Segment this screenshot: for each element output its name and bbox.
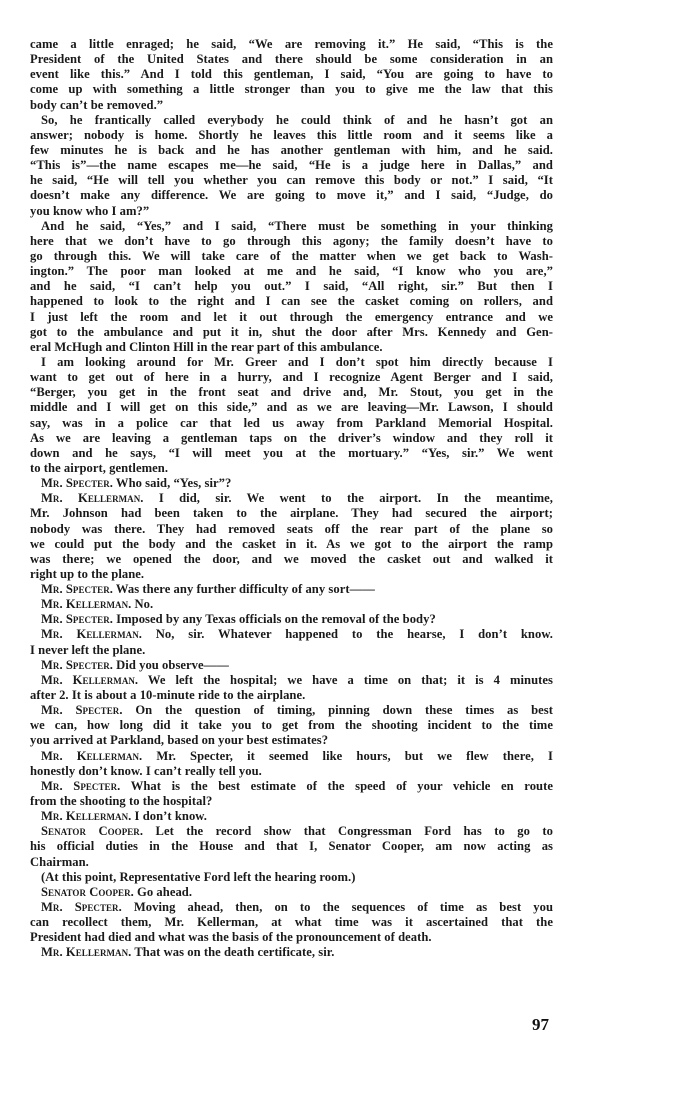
line-text: I never left the plane.: [30, 642, 146, 657]
text-line: [30, 173, 553, 188]
text-line: [30, 294, 553, 309]
text-line: [30, 310, 553, 325]
line-text: That was on the death certificate, sir.: [131, 945, 335, 960]
speaker-name: Mr. Specter.: [41, 582, 113, 597]
text-line: [30, 37, 553, 52]
line-text: from the shooting to the hospital?: [30, 794, 213, 809]
text-line: [30, 885, 553, 900]
text-line: [30, 855, 553, 870]
paragraph: [30, 37, 553, 113]
line-text: I just left the room and let it out through the emergency entrance and we: [30, 309, 553, 324]
text-line: [30, 945, 553, 960]
text-line: [30, 658, 553, 673]
speaker-name: Mr. Specter.: [41, 778, 121, 793]
line-text: right up to the plane.: [30, 566, 145, 581]
transcript-body: [30, 37, 553, 961]
testimony-paragraph: [30, 627, 553, 657]
text-line: [30, 567, 553, 582]
line-text: come up with something a little stronger than you to give me the law that this: [30, 82, 553, 97]
text-line: [30, 325, 553, 340]
text-line: [30, 582, 553, 597]
testimony-paragraph: [30, 673, 553, 703]
testimony-paragraph: [30, 582, 553, 597]
line-text: And he said, “Yes,” and I said, “There must be something in your thinking: [41, 218, 553, 233]
text-line: [30, 370, 553, 385]
line-text: and he said, “I can’t help you out.” I said, “All right, sir.” But then I: [30, 279, 553, 294]
text-line: [30, 522, 553, 537]
speaker-name: Mr. Kellerman.: [41, 809, 132, 824]
line-text: So, he frantically called everybody he could think of and he hasn’t got an: [41, 112, 553, 127]
text-line: [30, 264, 553, 279]
line-text: No, sir. Whatever happened to the hearse, I don’t know.: [141, 627, 553, 642]
line-text: What is the best estimate of the speed of your vehicle en route: [120, 778, 553, 793]
text-line: [30, 355, 553, 370]
text-line: [30, 733, 553, 748]
speaker-name: Mr. Specter.: [41, 900, 122, 915]
speaker-name: Mr. Specter.: [41, 657, 113, 672]
line-text: “Berger, you get in the front seat and drive and, Mr. Stout, you get in the: [30, 385, 553, 400]
paragraph: [30, 870, 553, 885]
line-text: was there; we opened the door, and we moved the casket out and walked it: [30, 551, 553, 566]
line-text: President of the United States and there should be some consideration in an: [30, 52, 553, 67]
line-text: I don’t know.: [131, 809, 207, 824]
line-text: got to the ambulance and put it in, shut the door after Mrs. Kennedy and Gen-: [30, 324, 553, 339]
text-line: [30, 764, 553, 779]
line-text: came a little enraged; he said, “We are removing it.” He said, “This is the: [30, 37, 553, 51]
text-line: [30, 643, 553, 658]
line-text: doesn’t make any difference. We are going to move it,” and I said, “Judge, do: [30, 188, 553, 203]
text-line: [30, 188, 553, 203]
text-line: [30, 476, 553, 491]
speaker-name: Mr. Kellerman.: [41, 491, 144, 506]
speaker-name: Mr. Specter.: [41, 703, 123, 718]
text-line: [30, 219, 553, 234]
line-text: eral McHugh and Clinton Hill in the rear part of this ambulance.: [30, 339, 383, 354]
text-line: [30, 779, 553, 794]
line-text: Did you observe——: [112, 657, 229, 672]
line-text: Moving ahead, then, on to the sequences of time as best you: [121, 900, 553, 915]
speaker-name: Mr. Kellerman.: [41, 672, 139, 687]
speaker-name: Mr. Specter.: [41, 476, 113, 491]
testimony-paragraph: [30, 945, 553, 960]
line-text: here that we don’t have to go through this agony; the family doesn’t have to: [30, 233, 553, 248]
text-line: [30, 915, 553, 930]
text-line: [30, 52, 553, 67]
text-line: [30, 794, 553, 809]
line-text: event like this.” And I told this gentleman, I said, “You are going to have to: [30, 67, 553, 82]
line-text: body can’t be removed.”: [30, 97, 164, 112]
line-text: Mr. Johnson had been taken to the airplane. They had secured the airport;: [30, 506, 553, 521]
text-line: [30, 128, 553, 143]
line-text: we can, how long did it take you to get from the shooting incident to the time: [30, 718, 553, 733]
testimony-paragraph: [30, 491, 553, 582]
text-line: [30, 249, 553, 264]
line-text: As we are leaving a gentleman taps on the driver’s window and they roll it: [30, 430, 553, 445]
line-text: want to get out of here in a hurry, and I recognize Agent Berger and I said,: [30, 370, 553, 385]
text-line: [30, 703, 553, 718]
line-text: No.: [131, 597, 154, 612]
line-text: Go ahead.: [133, 884, 193, 899]
text-line: [30, 552, 553, 567]
speaker-name: Mr. Kellerman.: [41, 627, 142, 642]
text-line: [30, 749, 553, 764]
line-text: (At this point, Representative Ford left the hearing room.): [41, 869, 356, 884]
text-line: [30, 461, 553, 476]
line-text: Let the record show that Congressman Ford has to go to: [143, 824, 553, 839]
line-text: few minutes he is back and he has another gentleman with him, and he said.: [30, 142, 553, 157]
line-text: go through this. We will take care of the matter when we get back to Wash-: [30, 248, 553, 263]
text-line: [30, 597, 553, 612]
text-line: [30, 82, 553, 97]
paragraph: [30, 113, 553, 219]
line-text: I am looking around for Mr. Greer and I don’t spot him directly because I: [41, 354, 553, 369]
text-line: [30, 113, 553, 128]
speaker-name: Senator Cooper.: [41, 824, 144, 839]
text-line: [30, 839, 553, 854]
line-text: honestly don’t know. I can’t really tell you.: [30, 763, 262, 778]
line-text: Imposed by any Texas officials on the removal of the body?: [112, 612, 436, 627]
line-text: say, was in a police car that led us away from Parkland Memorial Hospital.: [30, 415, 553, 430]
text-line: [30, 400, 553, 415]
text-line: [30, 824, 553, 839]
line-text: you arrived at Parkland, based on your best estimates?: [30, 733, 329, 748]
line-text: can recollect them, Mr. Kellerman, at what time was it ascertained that the: [30, 915, 553, 930]
line-text: Who said, “Yes, sir”?: [112, 476, 232, 491]
line-text: I did, sir. We went to the airport. In the meantime,: [143, 491, 553, 506]
line-text: ington.” The poor man looked at me and he said, “I know who you are,”: [30, 264, 553, 279]
line-text: Was there any further difficulty of any sort——: [112, 582, 375, 597]
testimony-paragraph: [30, 809, 553, 824]
page-number: 97: [532, 1015, 549, 1034]
testimony-paragraph: [30, 900, 553, 945]
testimony-paragraph: [30, 885, 553, 900]
line-text: you know who I am?”: [30, 203, 150, 218]
text-line: [30, 98, 553, 113]
text-line: [30, 143, 553, 158]
text-line: [30, 718, 553, 733]
text-line: [30, 506, 553, 521]
text-line: [30, 537, 553, 552]
text-line: [30, 234, 553, 249]
line-text: we could put the body and the casket in it. As we got to the airport the ramp: [30, 536, 553, 551]
text-line: [30, 204, 553, 219]
line-text: his official duties in the House and that I, Senator Cooper, am now acting as: [30, 839, 553, 854]
line-text: down and he says, “I will meet you at the mortuary.” “Yes, sir.” We went: [30, 445, 553, 460]
text-line: [30, 431, 553, 446]
testimony-paragraph: [30, 703, 553, 748]
testimony-paragraph: [30, 658, 553, 673]
paragraph: [30, 219, 553, 355]
testimony-paragraph: [30, 749, 553, 779]
paragraph: [30, 355, 553, 476]
text-line: [30, 900, 553, 915]
line-text: nobody was there. They had removed seats off the rear part of the plane so: [30, 521, 553, 536]
speaker-name: Senator Cooper.: [41, 884, 134, 899]
text-line: [30, 158, 553, 173]
testimony-paragraph: [30, 597, 553, 612]
text-line: [30, 627, 553, 642]
text-line: [30, 385, 553, 400]
testimony-paragraph: [30, 612, 553, 627]
testimony-paragraph: [30, 824, 553, 869]
text-line: [30, 673, 553, 688]
text-line: [30, 688, 553, 703]
line-text: middle and I will get on this side,” and as we are leaving—Mr. Lawson, I should: [30, 400, 553, 415]
text-line: [30, 612, 553, 627]
text-line: [30, 279, 553, 294]
speaker-name: Mr. Kellerman.: [41, 597, 132, 612]
testimony-paragraph: [30, 476, 553, 491]
line-text: he said, “He will tell you whether you can remove this body or not.” I said, “It: [30, 173, 553, 188]
line-text: “This is”—the name escapes me—he said, “He is a judge here in Dallas,” and: [30, 158, 553, 173]
line-text: On the question of timing, pinning down these times as best: [122, 703, 553, 718]
text-line: [30, 870, 553, 885]
line-text: Chairman.: [30, 854, 89, 869]
text-line: [30, 446, 553, 461]
line-text: answer; nobody is home. Shortly he leaves this little room and it seems like a: [30, 127, 553, 142]
text-line: [30, 491, 553, 506]
speaker-name: Mr. Specter.: [41, 612, 113, 627]
text-line: [30, 809, 553, 824]
testimony-paragraph: [30, 779, 553, 809]
text-line: [30, 416, 553, 431]
text-line: [30, 67, 553, 82]
line-text: happened to look to the right and I can see the casket coming on rollers, and: [30, 294, 553, 309]
text-line: [30, 930, 553, 945]
speaker-name: Mr. Kellerman.: [41, 945, 132, 960]
speaker-name: Mr. Kellerman.: [41, 748, 143, 763]
line-text: after 2. It is about a 10-minute ride to the airplane.: [30, 688, 306, 703]
line-text: to the airport, gentlemen.: [30, 460, 169, 475]
line-text: President had died and what was the basis of the pronouncement of death.: [30, 930, 432, 945]
text-line: [30, 340, 553, 355]
line-text: We left the hospital; we have a time on that; it is 4 minutes: [138, 672, 553, 687]
line-text: Mr. Specter, it seemed like hours, but we flew there, I: [142, 748, 553, 763]
